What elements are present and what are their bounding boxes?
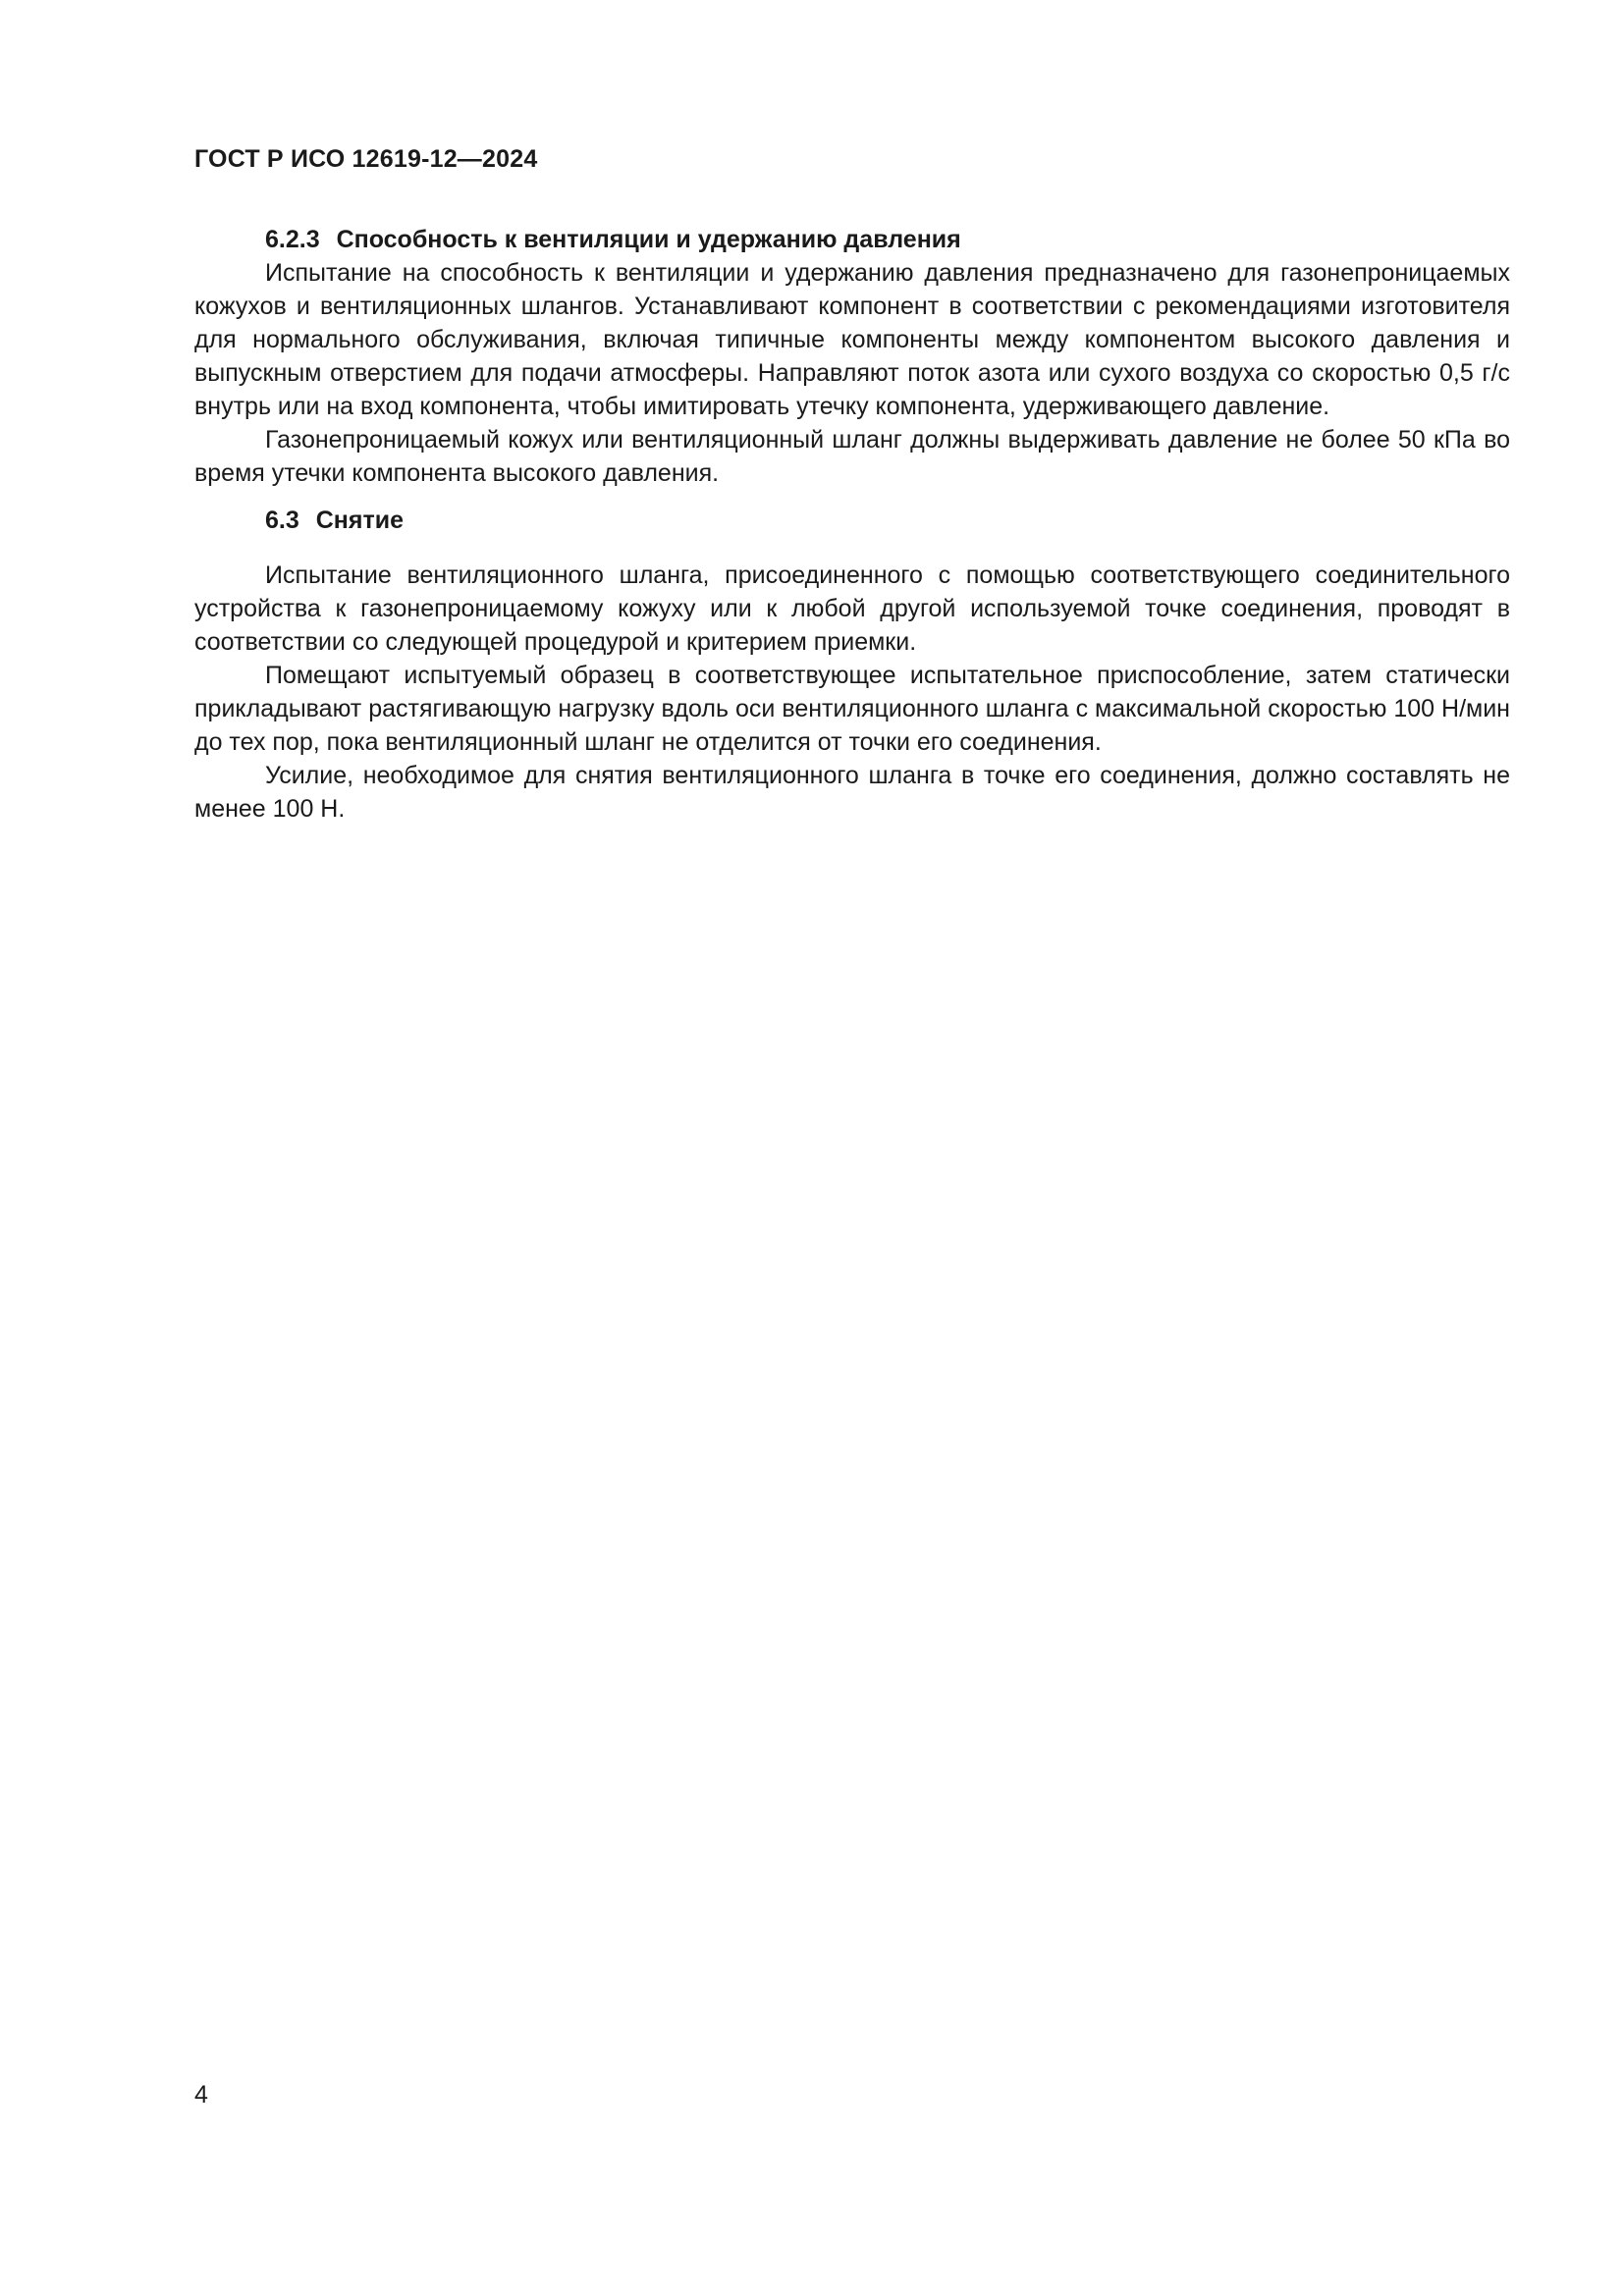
paragraph: Испытание вентиляционного шланга, присоединенного с помощью соответствующего соединительного устройства к газонепроницаемому кожуху или к любой другой используемой точке соединения, проводят в соответствии со следующей процедурой и критерием приемки. <box>194 561 1510 656</box>
section-heading-6-3 <box>194 504 1510 537</box>
document-body <box>194 223 1510 826</box>
page-number: 4 <box>194 2081 208 2109</box>
paragraph: Газонепроницаемый кожух или вентиляционный шланг должны выдерживать давление не более 50 кПа во время утечки компонента высокого давления. <box>194 426 1510 487</box>
section-title: Снятие <box>315 507 404 534</box>
paragraph: Усилие, необходимое для снятия вентиляционного шланга в точке его соединения, должно составлять не менее 100 Н. <box>194 762 1510 823</box>
section-number: 6.2.3 <box>265 226 320 253</box>
document-header: ГОСТ Р ИСО 12619-12—2024 <box>194 145 538 173</box>
section-number: 6.3 <box>265 507 299 534</box>
section-title: Способность к вентиляции и удержанию давления <box>336 226 961 253</box>
paragraph: Испытание на способность к вентиляции и удержанию давления предназначено для газонепроницаемых кожухов и вентиляционных шлангов. Устанавливают компонент в соответствии с рекомендациями изготовителя для нормального обслуживания, включая типичные компоненты между компонентом высокого давления и выпускным отверстием для подачи атмосферы. Направляют поток азота или сухого воздуха со скоростью 0,5 г/с внутрь или на вход компонента, чтобы имитировать утечку компонента, удерживающего давление. <box>194 259 1510 420</box>
section-heading-6-2-3 <box>194 223 1510 256</box>
paragraph: Помещают испытуемый образец в соответствующее испытательное приспособление, затем статически прикладывают растягивающую нагрузку вдоль оси вентиляционного шланга с максимальной скоростью 100 Н/мин до тех пор, пока вентиляционный шланг не отделится от точки его соединения. <box>194 662 1510 756</box>
